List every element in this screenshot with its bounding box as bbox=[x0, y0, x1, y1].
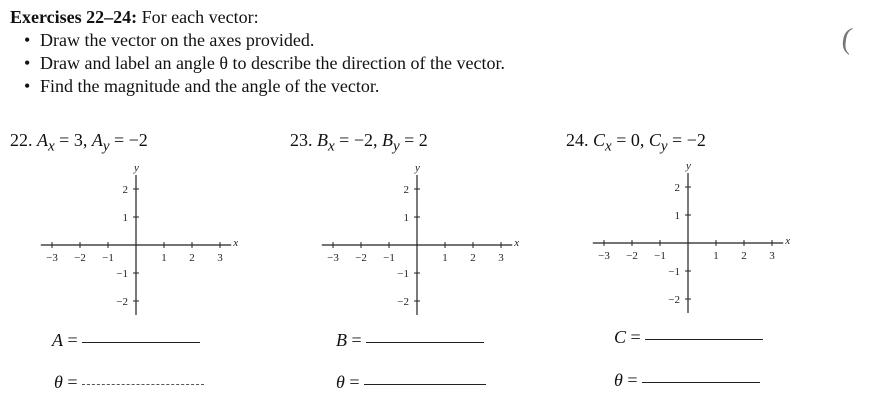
y-component-value: = 2 bbox=[404, 130, 428, 150]
angle-answer-24 bbox=[614, 370, 760, 391]
component-sub: x bbox=[328, 138, 335, 155]
x-component-value: = 0, bbox=[616, 130, 645, 150]
exercise-title: Exercises 22–24: bbox=[10, 7, 138, 27]
component-sub: y bbox=[102, 138, 110, 155]
x-component-value: = 3, bbox=[59, 130, 88, 150]
x-tick-label: −1 bbox=[102, 252, 114, 264]
angle-answer-22 bbox=[54, 372, 204, 393]
instruction-item: • Draw the vector on the axes provided. bbox=[10, 29, 505, 52]
y-axis-name: y bbox=[686, 160, 691, 172]
equals-sign: = bbox=[67, 330, 78, 350]
exercise-header bbox=[10, 6, 505, 98]
y-axis-name: y bbox=[415, 162, 420, 174]
problem-22-statement bbox=[10, 130, 148, 156]
instruction-item: • Find the magnitude and the angle of the vector. bbox=[10, 75, 505, 98]
x-tick-label: 2 bbox=[470, 252, 476, 264]
y-tick-label: −1 bbox=[397, 268, 409, 280]
x-tick-label: −3 bbox=[327, 252, 339, 264]
component-var: A bbox=[91, 130, 103, 150]
answer-blank[interactable] bbox=[366, 341, 484, 343]
x-tick-label: −3 bbox=[598, 250, 610, 262]
x-tick-label: 3 bbox=[498, 252, 504, 264]
exercise-intro: For each vector: bbox=[141, 7, 259, 27]
theta-symbol: θ bbox=[336, 372, 345, 392]
problem-number: 22. bbox=[10, 130, 33, 150]
answer-var: B bbox=[336, 330, 347, 350]
answer-blank[interactable] bbox=[642, 381, 760, 383]
x-tick-label: −2 bbox=[626, 250, 638, 262]
x-tick-label: −1 bbox=[654, 250, 666, 262]
x-tick-label: 2 bbox=[189, 252, 195, 264]
y-tick-label: −1 bbox=[116, 268, 128, 280]
x-tick-label: −2 bbox=[74, 252, 86, 264]
y-tick-label: −1 bbox=[668, 266, 680, 278]
problem-number: 24. bbox=[566, 130, 589, 150]
x-tick-label: −2 bbox=[355, 252, 367, 264]
y-component-value: = −2 bbox=[114, 130, 148, 150]
instruction-list bbox=[10, 29, 505, 98]
theta-symbol: θ bbox=[54, 372, 63, 392]
y-tick-label: 2 bbox=[122, 184, 128, 196]
y-tick-label: 2 bbox=[403, 184, 409, 196]
y-tick-label: 1 bbox=[403, 212, 409, 224]
component-var: B bbox=[381, 130, 393, 150]
x-tick-label: 1 bbox=[713, 250, 719, 262]
component-var: A bbox=[37, 130, 48, 150]
margin-mark: ( bbox=[839, 21, 855, 56]
x-tick-label: 3 bbox=[769, 250, 775, 262]
magnitude-answer-24 bbox=[614, 327, 763, 348]
answer-blank[interactable] bbox=[82, 383, 204, 385]
angle-answer-23 bbox=[336, 372, 486, 393]
equals-sign: = bbox=[627, 370, 638, 390]
magnitude-answer-23 bbox=[336, 330, 484, 351]
y-tick-label: 1 bbox=[122, 212, 128, 224]
x-tick-label: 2 bbox=[741, 250, 747, 262]
x-axis-name: x bbox=[233, 237, 239, 249]
problem-number: 23. bbox=[290, 130, 313, 150]
x-axis-name: x bbox=[785, 235, 791, 247]
answer-var: A bbox=[52, 330, 63, 350]
x-axis-name: x bbox=[514, 237, 520, 249]
equals-sign: = bbox=[630, 327, 641, 347]
component-sub: y bbox=[660, 138, 668, 155]
equals-sign: = bbox=[349, 372, 360, 392]
instruction-item: • Draw and label an angle θ to describe the direction of the vector. bbox=[10, 52, 505, 75]
component-sub: x bbox=[48, 138, 55, 155]
answer-blank[interactable] bbox=[364, 383, 486, 385]
answer-var: C bbox=[614, 327, 627, 347]
component-var: B bbox=[317, 130, 328, 150]
component-sub: y bbox=[392, 138, 400, 155]
x-tick-label: 1 bbox=[161, 252, 167, 264]
y-tick-label: 2 bbox=[674, 182, 680, 194]
y-axis-name: y bbox=[134, 162, 139, 174]
magnitude-answer-22 bbox=[52, 330, 200, 351]
x-tick-label: −3 bbox=[46, 252, 58, 264]
x-component-value: = −2, bbox=[339, 130, 378, 150]
y-tick-label: −2 bbox=[668, 294, 680, 306]
component-sub: x bbox=[605, 138, 612, 155]
component-var: C bbox=[648, 130, 661, 150]
y-tick-label: −2 bbox=[116, 296, 128, 308]
x-tick-label: 1 bbox=[442, 252, 448, 264]
exercise-title-line bbox=[10, 6, 505, 29]
equals-sign: = bbox=[67, 372, 78, 392]
y-tick-label: 1 bbox=[674, 210, 680, 222]
problem-24-statement bbox=[566, 130, 706, 156]
x-tick-label: −1 bbox=[383, 252, 395, 264]
x-tick-label: 3 bbox=[217, 252, 223, 264]
y-tick-label: −2 bbox=[397, 296, 409, 308]
component-var: C bbox=[593, 130, 606, 150]
equals-sign: = bbox=[351, 330, 362, 350]
y-component-value: = −2 bbox=[672, 130, 706, 150]
theta-symbol: θ bbox=[614, 370, 623, 390]
answer-blank[interactable] bbox=[82, 341, 200, 343]
problem-23-statement bbox=[290, 130, 428, 156]
answer-blank[interactable] bbox=[645, 338, 763, 340]
